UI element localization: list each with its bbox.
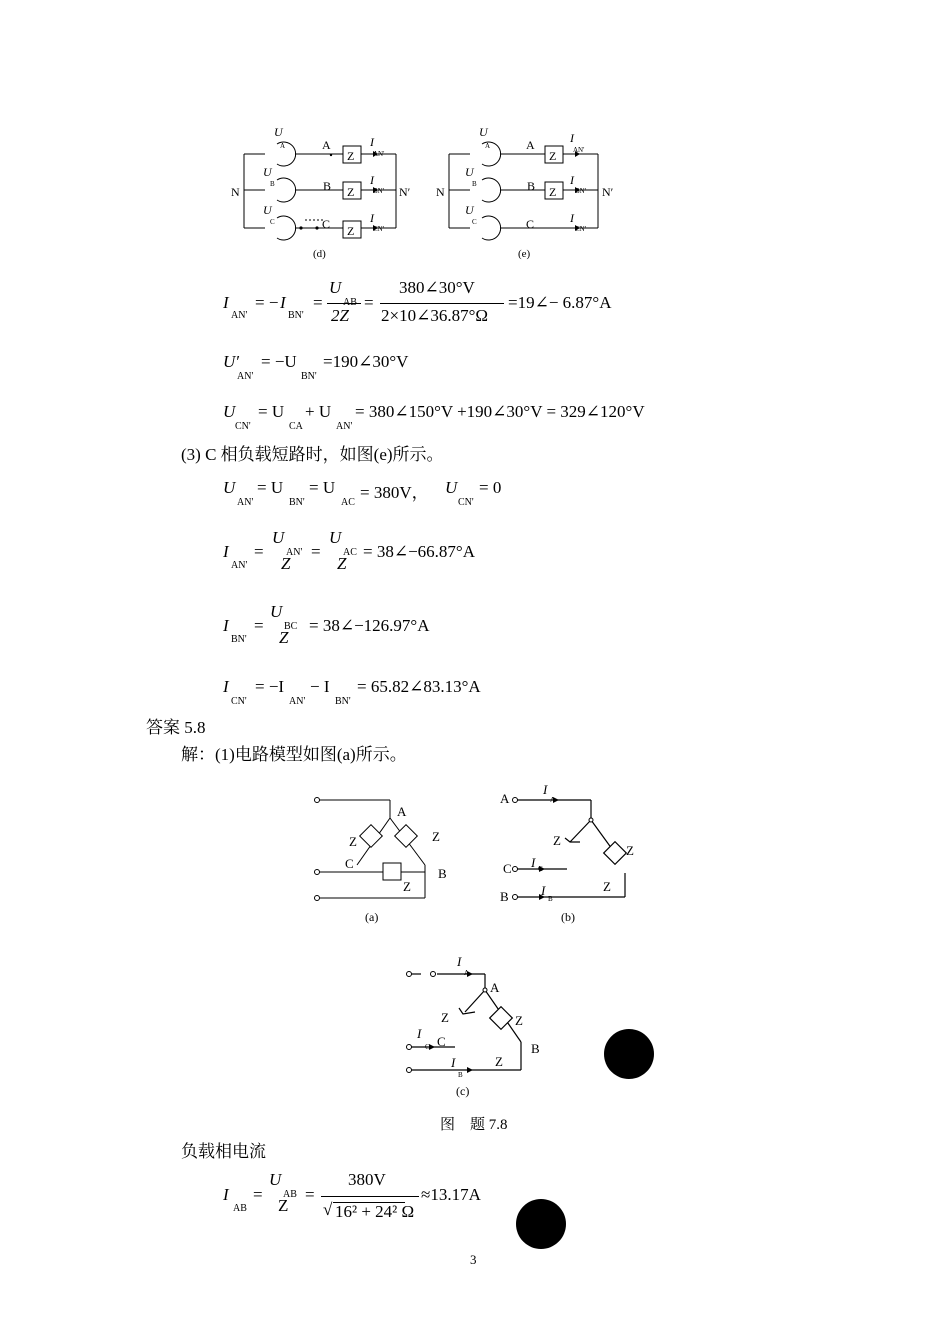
svg-text:C: C: [425, 1043, 430, 1051]
circuit-figure-c: [395, 950, 555, 1100]
svg-text:N: N: [231, 185, 240, 199]
svg-text:B: B: [270, 180, 275, 188]
svg-text:C: C: [322, 217, 331, 231]
sqrt-symbol: √: [323, 1200, 333, 1219]
svg-text:N′: N′: [602, 185, 614, 199]
svg-text:U: U: [465, 203, 474, 217]
svg-text:C: C: [538, 865, 543, 873]
paragraph-c-phase-short: (3) C 相负载短路时，如图(e)所示。: [181, 445, 444, 464]
svg-text:B: B: [438, 866, 447, 881]
svg-text:B: B: [527, 179, 536, 193]
circuit-figure-e: [430, 118, 630, 264]
svg-text:CN': CN': [373, 225, 384, 233]
svg-text:C: C: [345, 856, 354, 871]
svg-text:Z: Z: [347, 224, 355, 238]
svg-text:Z: Z: [441, 1010, 449, 1025]
svg-text:I: I: [370, 135, 374, 149]
svg-text:C: C: [472, 218, 477, 226]
svg-text:Z: Z: [553, 833, 561, 848]
svg-text:C: C: [437, 1034, 446, 1049]
svg-text:I: I: [370, 173, 374, 187]
svg-text:AN': AN': [373, 150, 385, 158]
svg-text:I: I: [370, 211, 374, 225]
svg-text:Z: Z: [495, 1054, 503, 1069]
paragraph-solution: 解：(1)电路模型如图(a)所示。: [181, 745, 407, 764]
equation-8: I AB = U AB Z = 380V √ 16² + 24² Ω ≈13.17A: [223, 1170, 481, 1221]
svg-text:B: B: [548, 895, 553, 903]
svg-text:A: A: [485, 142, 491, 150]
svg-text:I: I: [451, 1055, 456, 1070]
svg-text:I: I: [570, 131, 574, 145]
svg-text:CN': CN': [575, 225, 586, 233]
figure-b-caption: (b): [561, 910, 575, 924]
svg-text:A: A: [500, 791, 510, 806]
svg-text:U: U: [263, 203, 272, 217]
equation-4: U AN' = U BN' = U AC = 380V， U CN' = 0: [223, 478, 502, 508]
svg-text:A: A: [280, 142, 286, 150]
figure-e-caption: (e): [518, 248, 531, 260]
paragraph-load-phase-current: 负载相电流: [181, 1142, 266, 1161]
svg-text:B: B: [500, 889, 509, 904]
svg-text:Z: Z: [347, 149, 355, 163]
svg-text:A: A: [464, 969, 470, 977]
svg-text:Z: Z: [432, 829, 440, 844]
circuit-figure-a: [305, 790, 465, 930]
svg-text:A: A: [397, 804, 407, 819]
svg-text:N′: N′: [399, 185, 411, 199]
svg-text:Z: Z: [403, 879, 411, 894]
equation-7: I CN' = −I AN' − I BN' = 65.82∠83.13°A: [223, 677, 481, 707]
svg-text:AN': AN': [573, 146, 585, 154]
svg-text:C: C: [526, 217, 535, 231]
equation-2: U′ AN' = −U BN' =190∠30°V: [223, 352, 409, 382]
equation-5: I AN' = U AN' Z = U AC Z = 38∠−66.87°A: [223, 528, 475, 573]
black-dot: [604, 1029, 654, 1079]
svg-text:I: I: [543, 782, 548, 797]
svg-text:A: A: [322, 138, 331, 152]
svg-text:B: B: [472, 180, 477, 188]
svg-text:Z: Z: [549, 149, 557, 163]
answer-title: 答案 5.8: [146, 718, 206, 737]
figure-caption: 图 题 7.8: [440, 1117, 508, 1133]
label-U: U: [274, 125, 283, 139]
svg-text:U: U: [263, 165, 272, 179]
equation-6: I BN' = U BC Z = 38∠−126.97°A: [223, 602, 430, 647]
svg-text:BN': BN': [373, 187, 384, 195]
svg-text:U: U: [465, 165, 474, 179]
svg-text:C: C: [270, 218, 275, 226]
svg-text:U: U: [479, 125, 488, 139]
svg-text:N: N: [436, 185, 445, 199]
figure-d-caption: (d): [313, 248, 326, 260]
svg-text:I: I: [457, 954, 462, 969]
equation-3: U CN' = U CA + U AN' = 380∠150°V +190∠30°V = 329∠120°V: [223, 402, 645, 432]
svg-text:A: A: [550, 796, 556, 804]
svg-text:BN': BN': [575, 187, 586, 195]
figure-c-caption: (c): [456, 1084, 470, 1098]
circuit-figure-b: [495, 780, 655, 930]
figure-a-caption: (a): [365, 910, 379, 924]
svg-text:Z: Z: [347, 185, 355, 199]
circuit-figure-d: [225, 118, 425, 264]
svg-text:Z: Z: [515, 1013, 523, 1028]
svg-text:I: I: [531, 855, 536, 870]
svg-text:I: I: [417, 1026, 422, 1041]
svg-text:A: A: [526, 138, 535, 152]
svg-text:B: B: [458, 1071, 463, 1079]
svg-text:B: B: [531, 1041, 540, 1056]
equation-1: I AN' = − I BN' = U AB 2Z = 380∠30°V 2×10∠36.87°Ω =19∠− 6.87°A: [223, 278, 612, 325]
svg-text:C: C: [503, 861, 512, 876]
svg-text:B: B: [323, 179, 332, 193]
svg-text:Z: Z: [349, 834, 357, 849]
svg-text:I: I: [570, 211, 574, 225]
black-dot: [516, 1199, 566, 1249]
svg-text:Z: Z: [626, 843, 634, 858]
svg-text:I: I: [541, 883, 546, 898]
svg-text:I: I: [570, 173, 574, 187]
page-number: 3: [470, 1252, 477, 1267]
svg-text:A: A: [490, 980, 500, 995]
svg-text:Z: Z: [603, 879, 611, 894]
svg-text:Z: Z: [549, 185, 557, 199]
